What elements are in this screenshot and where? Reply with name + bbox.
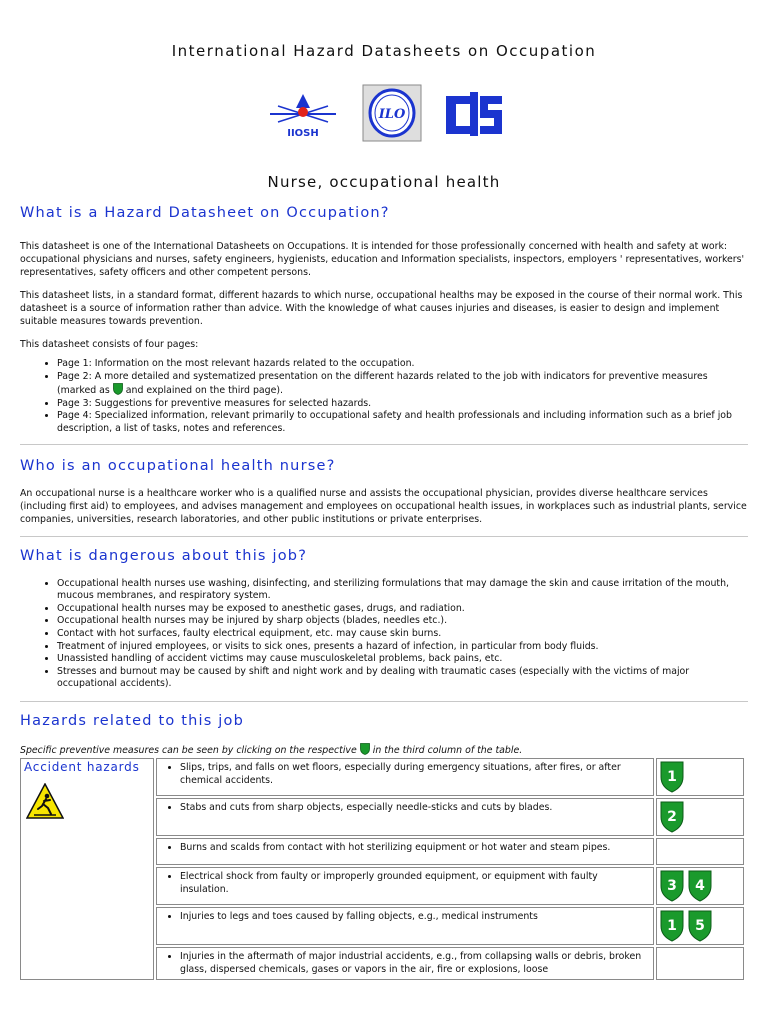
list-item: • Treatment of injured employees, or visits to sick ones, presents a hazard of infection, in particular from body fluids. <box>57 641 748 654</box>
danger-list <box>20 578 748 691</box>
divider <box>20 701 748 702</box>
svg-text:IIOSH: IIOSH <box>287 128 319 139</box>
list-item: • Occupational health nurses use washing, disinfecting, and sterilizing formulations that may damage the skin and cause irritation of the mouth, mucous membranes, and respiratory system. <box>57 578 748 603</box>
hazards-note: Specific preventive measures can be seen by clicking on the respective in the third column of the table. <box>20 744 523 756</box>
ilo-logo <box>362 84 422 142</box>
logo-bar <box>0 84 768 144</box>
hazard-description: • Injuries in the aftermath of major industrial accidents, e.g., from collapsing walls or debris, broken glass, dispersed chemicals, gases or vapors in the air, fire or explosions, loose <box>156 947 654 980</box>
what-paragraph-1: This datasheet is one of the International Datasheets on Occupations. It is intended for those professionally concerned with health and safety at work: occupational physicians and nurses, safety engineers, hygienists, education and Information specialists, inspectors, employers ' representatives, workers' representatives, safety officers and other competent persons. <box>20 241 745 278</box>
svg-text:5: 5 <box>695 917 705 934</box>
who-paragraph: An occupational nurse is a healthcare worker who is a qualified nurse and assists the occupational physician, provides diverse healthcare services (including first aid) to employees, and advises management and employees on occupational health issues, in workplaces such as industrial plants, service companies, universities, research laboratories, and other public institutions or private enterprises. <box>20 487 747 525</box>
indicator-cell <box>656 947 744 980</box>
divider <box>20 536 748 537</box>
list-item: • Stresses and burnout may be caused by shift and night work and by dealing with traumatic cases (especially with the victims of major occupational accidents). <box>57 666 748 691</box>
section-heading-who: Who is an occupational health nurse? <box>20 457 336 474</box>
what-paragraph-3: This datasheet consists of four pages: <box>20 339 199 350</box>
category-label: Accident hazards <box>24 759 140 774</box>
page-title: International Hazard Datasheets on Occupation <box>171 42 597 60</box>
green-shield-icon <box>360 743 370 755</box>
svg-text:3: 3 <box>667 877 677 894</box>
green-shield-icon[interactable] <box>688 910 712 942</box>
indicator-cell <box>656 838 744 865</box>
list-item: • Occupational health nurses may be exposed to anesthetic gases, drugs, and radiation. <box>57 603 748 616</box>
hazard-description: • Injuries to legs and toes caused by falling objects, e.g., medical instruments <box>156 907 654 945</box>
indicator-cell <box>656 758 744 796</box>
list-item: • Unassisted handling of accident victims may cause musculoskeletal problems, back pains, etc. <box>57 653 748 666</box>
hazard-description: • Burns and scalds from contact with hot sterilizing equipment or hot water and steam pipes. <box>156 838 654 865</box>
list-item: • Page 3: Suggestions for preventive measures for selected hazards. <box>57 398 748 411</box>
page-subtitle: Nurse, occupational health <box>267 173 501 191</box>
green-shield-icon[interactable] <box>660 870 684 902</box>
cis-logo <box>440 86 506 142</box>
hazard-description: • Electrical shock from faulty or improperly grounded equipment, or equipment with faulty insulation. <box>156 867 654 905</box>
what-paragraph-2: This datasheet lists, in a standard format, different hazards to which nurse, occupational healths may be exposed in the course of their normal work. This datasheet is a source of information rather than advice. With the knowledge of what causes injuries and diseases, is easier to design and implement suitable measures towards prevention. <box>20 290 743 327</box>
hazard-description: • Slips, trips, and falls on wet floors, especially during emergency situations, after fires, or after chemical accidents. <box>156 758 654 796</box>
green-shield-icon <box>113 383 123 395</box>
category-cell <box>20 758 154 980</box>
svg-text:1: 1 <box>667 917 677 934</box>
hazards-table <box>18 756 746 982</box>
green-shield-icon[interactable] <box>660 910 684 942</box>
green-shield-icon[interactable] <box>660 801 684 833</box>
divider <box>20 444 748 445</box>
section-heading-danger: What is dangerous about this job? <box>20 547 308 564</box>
svg-text:ILO: ILO <box>378 107 406 122</box>
main-content <box>20 205 748 982</box>
list-item: • Contact with hot surfaces, faulty electrical equipment, etc. may cause skin burns. <box>57 628 748 641</box>
section-heading-what: What is a Hazard Datasheet on Occupation? <box>20 205 390 221</box>
list-item: • Page 2: A more detailed and systematized presentation on the different hazards related to the job with indicators for preventive measures (marked as and explained on the third page). <box>57 371 748 398</box>
section-heading-hazards: Hazards related to this job <box>20 712 244 729</box>
iiosh-logo <box>266 88 340 140</box>
green-shield-icon[interactable] <box>660 761 684 793</box>
falling-person-warning-icon <box>26 783 64 819</box>
indicator-cell <box>656 798 744 836</box>
hazard-description: • Stabs and cuts from sharp objects, especially needle-sticks and cuts by blades. <box>156 798 654 836</box>
pages-list <box>20 358 748 436</box>
indicator-cell <box>656 907 744 945</box>
svg-text:2: 2 <box>667 808 677 825</box>
indicator-cell <box>656 867 744 905</box>
green-shield-icon[interactable] <box>688 870 712 902</box>
svg-text:4: 4 <box>695 877 705 894</box>
list-item: • Occupational health nurses may be injured by sharp objects (blades, needles etc.). <box>57 615 748 628</box>
list-item: • Page 4: Specialized information, relevant primarily to occupational safety and health professionals and including information such as a brief job description, a list of tasks, notes and references. <box>57 410 748 435</box>
list-item: • Page 1: Information on the most relevant hazards related to the occupation. <box>57 358 748 371</box>
table-row <box>20 758 744 796</box>
svg-text:1: 1 <box>667 768 677 785</box>
